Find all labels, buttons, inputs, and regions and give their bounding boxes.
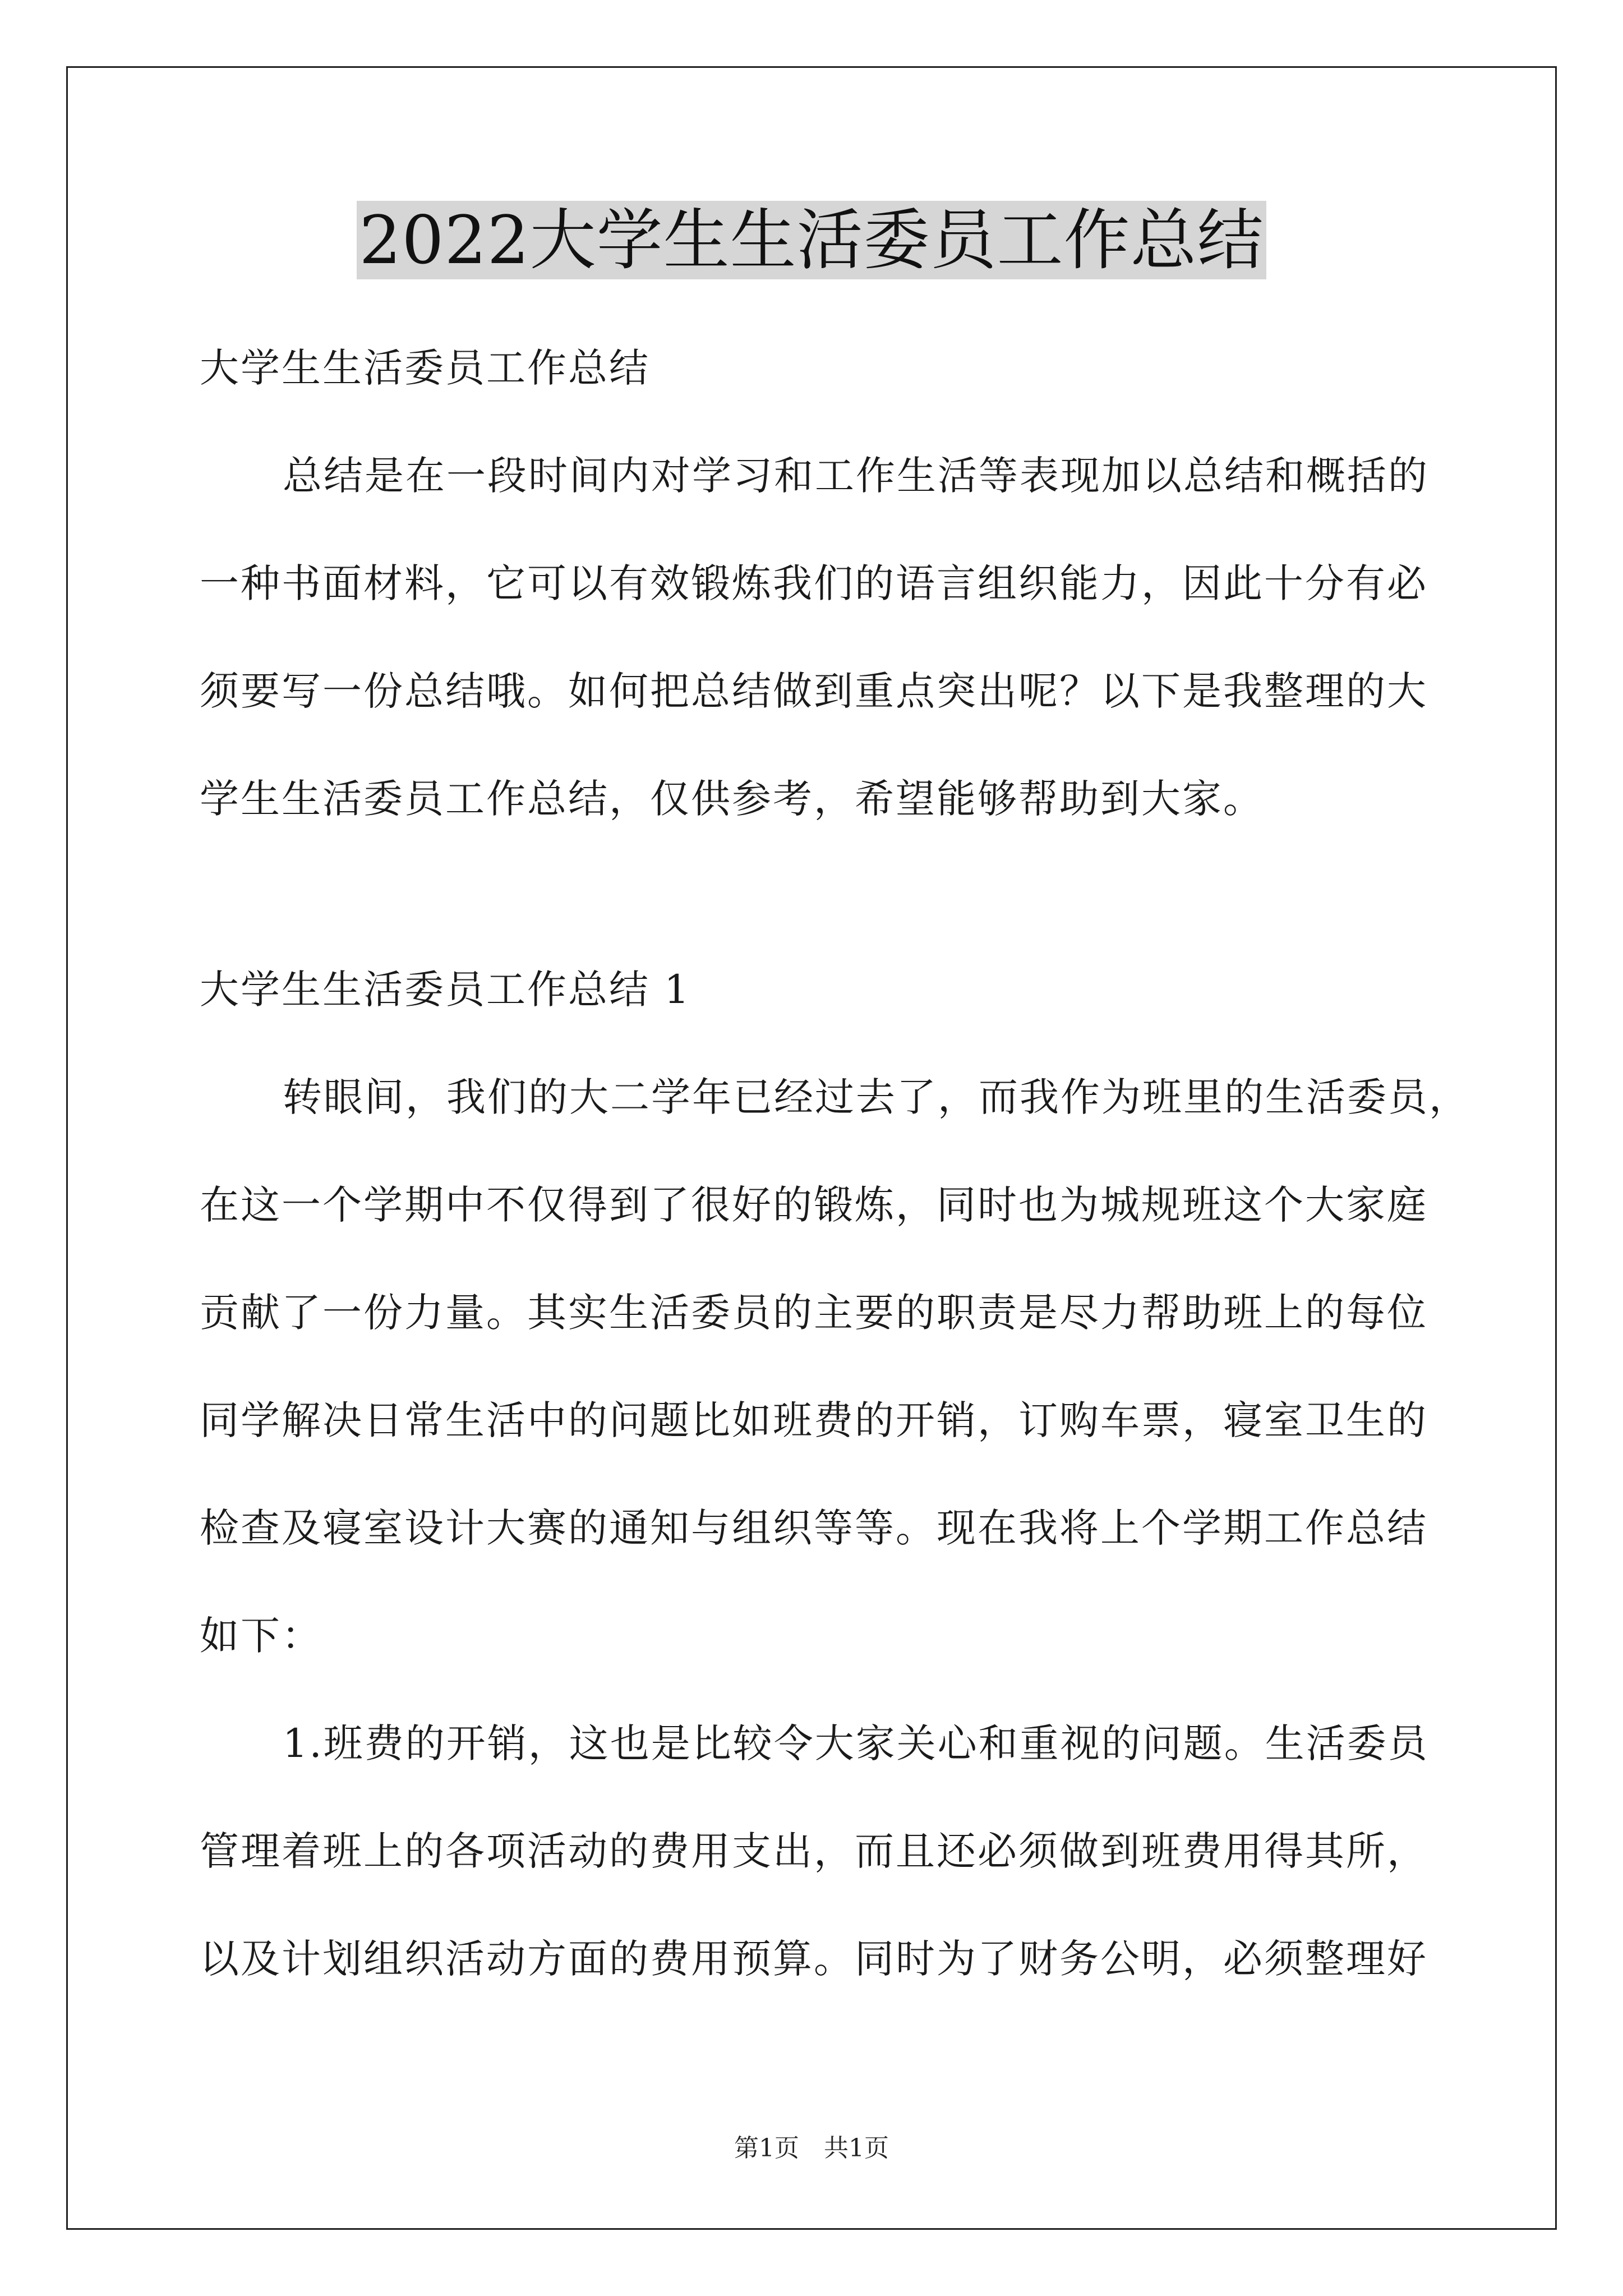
intro-line: 须要写一份总结哦。如何把总结做到重点突出呢？以下是我整理的大 <box>200 668 1428 714</box>
body-line: 同学解决日常生活中的问题比如班费的开销，订购车票，寝室卫生的 <box>200 1397 1428 1443</box>
body-line: 1.班费的开销，这也是比较令大家关心和重视的问题。生活委员 <box>283 1720 1429 1766</box>
intro-line: 一种书面材料，它可以有效锻炼我们的语言组织能力，因此十分有必 <box>200 560 1428 606</box>
paragraph-gap <box>200 853 1461 936</box>
body-line: 以及计划组织活动方面的费用预算。同时为了财务公明，必须整理好 <box>200 1936 1428 1982</box>
intro-line: 学生生活委员工作总结，仅供参考，希望能够帮助到大家。 <box>200 776 1264 822</box>
page-footer: 第1页 共1页 <box>734 2134 889 2162</box>
title-container <box>0 201 1623 279</box>
document-body <box>200 314 1470 2013</box>
body-line: 检查及寝室设计大赛的通知与组织等等。现在我将上个学期工作总结 <box>200 1505 1428 1551</box>
body-line: 贡献了一份力量。其实生活委员的主要的职责是尽力帮助班上的每位 <box>200 1290 1428 1336</box>
body-line: 管理着班上的各项活动的费用支出，而且还必须做到班费用得其所， <box>200 1828 1428 1874</box>
main-heading: 大学生生活委员工作总结 <box>200 345 650 391</box>
body-line: 转眼间，我们的大二学年已经过去了，而我作为班里的生活委员， <box>283 1074 1470 1120</box>
intro-line: 总结是在一段时间内对学习和工作生活等表现加以总结和概括的 <box>283 453 1429 499</box>
document-title: 2022大学生生活委员工作总结 <box>357 201 1266 279</box>
body-line: 如下： <box>200 1613 322 1659</box>
section-heading: 大学生生活委员工作总结 1 <box>200 967 691 1013</box>
body-line: 在这一个学期中不仅得到了很好的锻炼，同时也为城规班这个大家庭 <box>200 1182 1428 1228</box>
